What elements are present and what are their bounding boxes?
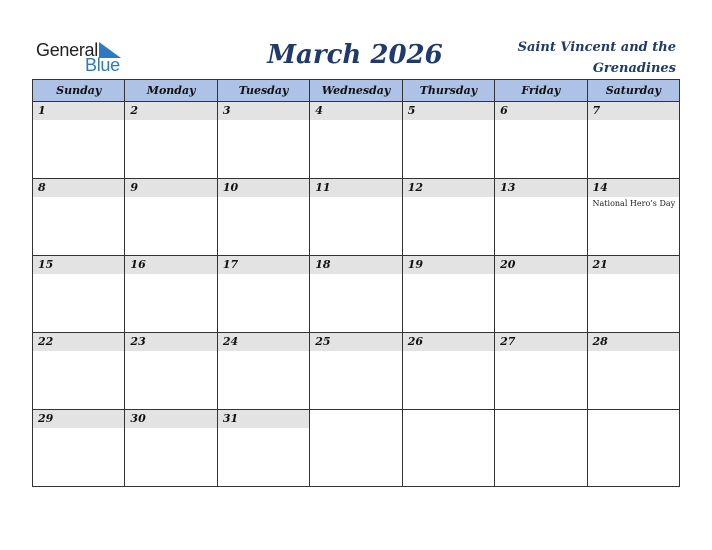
day-cell (402, 179, 494, 256)
day-cell (587, 333, 679, 410)
week-row (33, 333, 680, 410)
day-number: 10 (218, 179, 309, 197)
day-number: 19 (403, 256, 494, 274)
day-cell (587, 256, 679, 333)
week-row (33, 102, 680, 179)
day-cell (310, 179, 402, 256)
day-cell (495, 333, 587, 410)
logo-text-blue: Blue (85, 55, 120, 75)
day-number: 31 (218, 410, 309, 428)
day-cell (217, 179, 309, 256)
country-line-1: Saint Vincent and the (517, 40, 676, 55)
day-cell (217, 410, 309, 487)
day-number: 6 (495, 102, 586, 120)
day-number: 9 (125, 179, 216, 197)
generalblue-logo (36, 40, 136, 76)
day-cell (33, 256, 125, 333)
day-cell (125, 256, 217, 333)
day-number: 21 (588, 256, 679, 274)
day-cell (310, 102, 402, 179)
day-cell (125, 179, 217, 256)
calendar-body (33, 102, 680, 487)
day-number: 17 (218, 256, 309, 274)
country-line-2: Grenadines (592, 61, 676, 76)
day-number: 12 (403, 179, 494, 197)
day-number: 25 (310, 333, 401, 351)
day-number: 15 (33, 256, 124, 274)
day-number: 22 (33, 333, 124, 351)
day-cell (33, 102, 125, 179)
day-cell (310, 333, 402, 410)
day-cell (587, 179, 679, 256)
day-number: 2 (125, 102, 216, 120)
day-number: 30 (125, 410, 216, 428)
day-number: 29 (33, 410, 124, 428)
day-number: 3 (218, 102, 309, 120)
week-row (33, 179, 680, 256)
country-name (476, 37, 676, 79)
day-cell (217, 102, 309, 179)
day-cell (125, 102, 217, 179)
day-number: 26 (403, 333, 494, 351)
day-cell (125, 410, 217, 487)
day-cell (33, 410, 125, 487)
day-number: 24 (218, 333, 309, 351)
weekday-monday: Monday (125, 80, 217, 102)
week-row (33, 256, 680, 333)
day-cell (33, 333, 125, 410)
holiday-label: National Hero’s Day (592, 199, 676, 208)
day-cell (125, 333, 217, 410)
day-cell (587, 102, 679, 179)
day-number: 28 (588, 333, 679, 351)
day-number: 20 (495, 256, 586, 274)
day-number: 1 (33, 102, 124, 120)
calendar-title: March 2026 (267, 40, 443, 70)
day-number: 4 (310, 102, 401, 120)
day-cell (402, 102, 494, 179)
day-number: 16 (125, 256, 216, 274)
day-cell (495, 256, 587, 333)
day-number: 18 (310, 256, 401, 274)
day-cell (402, 333, 494, 410)
weekday-thursday: Thursday (402, 80, 494, 102)
weekday-friday: Friday (495, 80, 587, 102)
day-number: 13 (495, 179, 586, 197)
weekday-saturday: Saturday (587, 80, 679, 102)
weekday-wednesday: Wednesday (310, 80, 402, 102)
day-number: 11 (310, 179, 401, 197)
day-number: 5 (403, 102, 494, 120)
day-number: 7 (588, 102, 679, 120)
day-number: 14 (588, 179, 679, 197)
day-cell (33, 179, 125, 256)
day-cell (217, 256, 309, 333)
empty-cell (495, 410, 587, 487)
day-number: 27 (495, 333, 586, 351)
empty-cell (402, 410, 494, 487)
weekday-sunday: Sunday (33, 80, 125, 102)
week-row (33, 410, 680, 487)
calendar-grid (32, 79, 680, 487)
day-cell (495, 102, 587, 179)
day-cell (402, 256, 494, 333)
weekday-tuesday: Tuesday (217, 80, 309, 102)
empty-cell (310, 410, 402, 487)
empty-cell (587, 410, 679, 487)
day-number: 8 (33, 179, 124, 197)
day-cell (217, 333, 309, 410)
day-cell (310, 256, 402, 333)
logo-text-general: General (36, 40, 98, 60)
day-cell (495, 179, 587, 256)
day-number: 23 (125, 333, 216, 351)
weekday-header-row (33, 80, 680, 102)
